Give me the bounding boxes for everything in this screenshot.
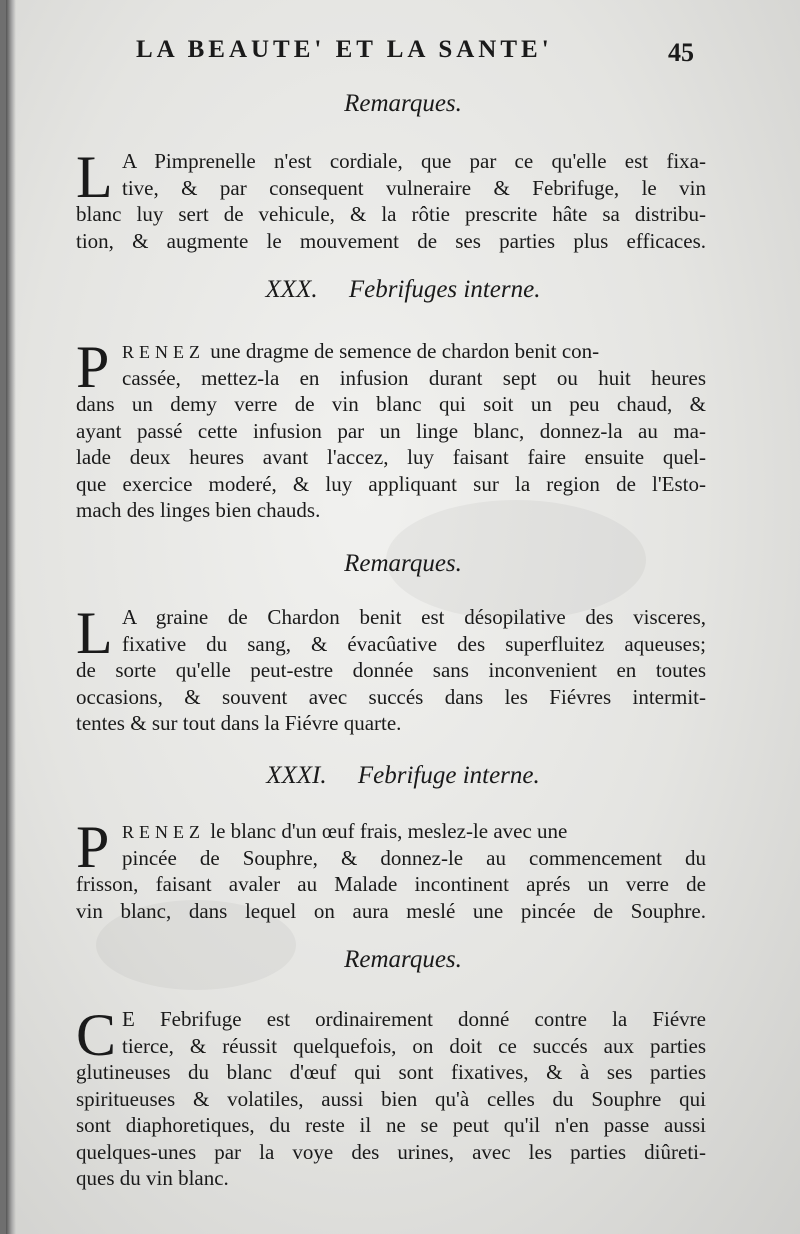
text-line: que exercice moderé, & luy appliquant sur la region de l'Esto-: [76, 471, 706, 496]
recipe-heading-xxxi: XXXI. Febrifuge interne.: [266, 762, 540, 789]
paragraph-remarques-1: [76, 144, 706, 254]
section-heading-remarques: Remarques.: [344, 90, 462, 117]
section-heading-remarques: Remarques.: [344, 946, 462, 973]
paragraph-recipe-xxxi: [76, 814, 706, 924]
drop-capital: L: [76, 144, 113, 210]
text-line: cassée, mettez-la en infusion durant sept ou huit heures: [122, 365, 706, 390]
text-line: dans un demy verre de vin blanc qui soit un peu chaud, &: [76, 392, 706, 416]
small-caps-word: RENEZ: [122, 822, 205, 842]
text-line: A Pimprenelle n'est cordiale, que par ce qu'elle est fixa-: [122, 149, 706, 173]
text-line-first: [76, 338, 706, 365]
drop-capital: P: [76, 814, 110, 880]
drop-capital: C: [76, 1002, 117, 1068]
page-gutter-shadow: [6, 0, 16, 1234]
text-line: tive, & par consequent vulneraire & Febrifuge, le vin: [122, 175, 706, 200]
text-line: glutineuses du blanc d'œuf qui sont fixatives, & à ses parties: [76, 1060, 706, 1084]
text-line: tierce, & réussit quelquefois, on doit ce succés aux parties: [122, 1033, 706, 1058]
text-line: de sorte qu'elle peut-estre donnée sans inconvenient en toutes: [76, 658, 706, 682]
text-line-rest: une dragme de semence de chardon benit con-: [205, 339, 600, 363]
small-caps-word: RENEZ: [122, 342, 205, 362]
text-line: occasions, & souvent avec succés dans les Fiévres intermit-: [76, 684, 706, 709]
text-line: A graine de Chardon benit est désopilative des visceres,: [122, 605, 706, 629]
text-line: blanc luy sert de vehicule, & la rôtie prescrite hâte sa distribu-: [76, 202, 706, 226]
text-line: lade deux heures avant l'accez, luy faisant faire ensuite quel-: [76, 445, 706, 469]
drop-capital: L: [76, 600, 113, 666]
text-line: tentes & sur tout dans la Fiévre quarte.: [76, 711, 402, 735]
recipe-heading-xxx: XXX. Febrifuges interne.: [265, 276, 541, 303]
text-line: ayant passé cette infusion par un linge blanc, donnez-la au ma-: [76, 418, 706, 443]
text-line-first: [76, 818, 706, 845]
paragraph-remarques-2: [76, 600, 706, 737]
drop-capital: P: [76, 334, 110, 400]
text-line: E Febrifuge est ordinairement donné contre la Fiévre: [122, 1007, 706, 1031]
page-number: 45: [668, 38, 694, 67]
paragraph-remarques-3: [76, 1002, 706, 1192]
book-page: [6, 0, 800, 1234]
paragraph-recipe-xxx: [76, 334, 706, 524]
text-line: vin blanc, dans lequel on aura meslé une pincée de Souphre.: [76, 898, 706, 923]
text-line: fixative du sang, & évacûative des superfluitez aqueuses;: [122, 631, 706, 656]
section-heading-remarques: Remarques.: [344, 550, 462, 577]
text-line: pincée de Souphre, & donnez-le au commencement du: [122, 845, 706, 870]
running-title: LA BEAUTE' ET LA SANTE': [136, 36, 553, 63]
text-line: tion, & augmente le mouvement de ses parties plus efficaces.: [76, 228, 706, 253]
text-line: quelques-unes par la voye des urines, avec les parties diûreti-: [76, 1139, 706, 1164]
text-line: spiritueuses & volatiles, aussi bien qu'à celles du Souphre qui: [76, 1086, 706, 1111]
text-line: frisson, faisant avaler au Malade incontinent aprés un verre de: [76, 872, 706, 896]
text-line: mach des linges bien chauds.: [76, 498, 321, 522]
text-line: sont diaphoretiques, du reste il ne se peut qu'il n'en passe aussi: [76, 1113, 706, 1137]
text-line: ques du vin blanc.: [76, 1166, 229, 1190]
text-line-rest: le blanc d'un œuf frais, meslez-le avec une: [205, 819, 568, 843]
